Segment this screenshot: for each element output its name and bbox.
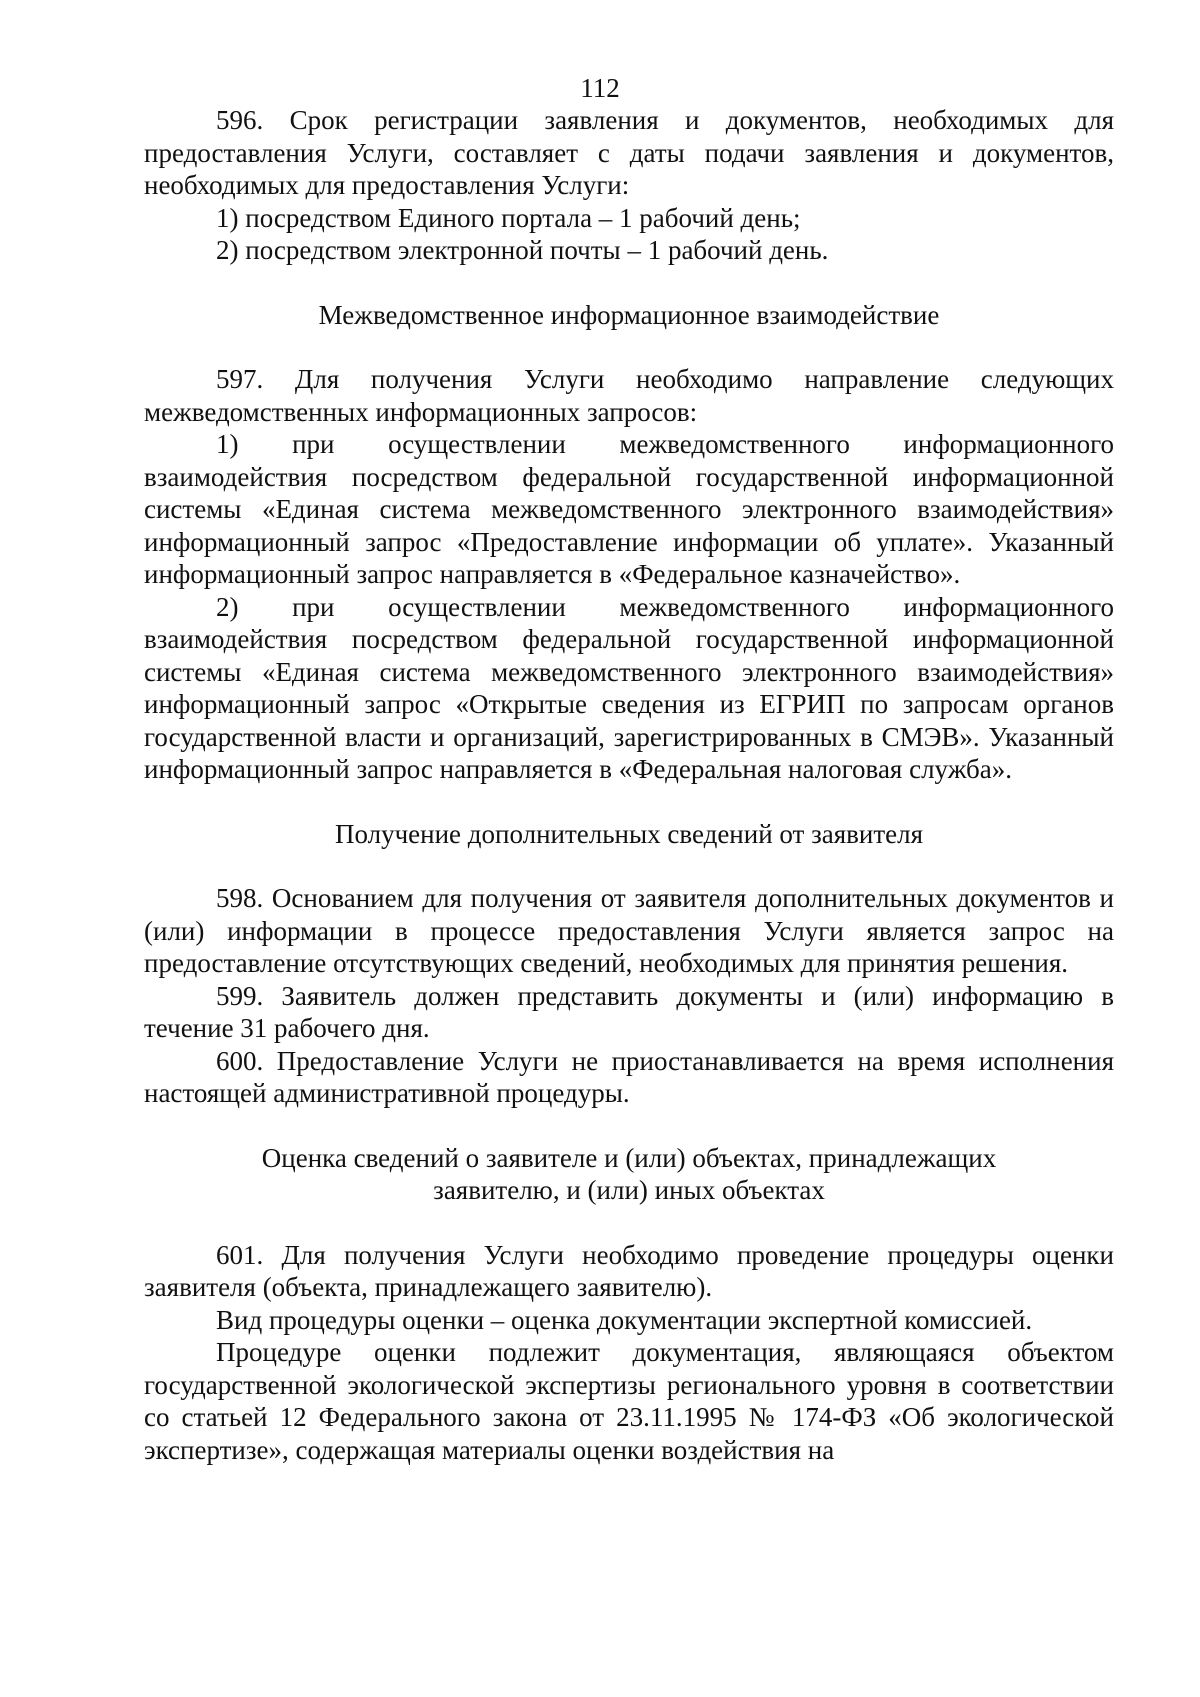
list-item: 1) посредством Единого портала – 1 рабочий день; [216, 202, 801, 233]
section-heading-line: Оценка сведений о заявителе и (или) объектах, принадлежащих [261, 1142, 997, 1173]
paragraph-600: 600. Предоставление Услуги не приостанавливается на время исполнения настоящей административной процедуры. [144, 1045, 1114, 1108]
paragraph-597: 597. Для получения Услуги необходимо направление следующих межведомственных информационных запросов: [144, 364, 1114, 427]
section-heading: Получение дополнительных сведений от заявителя [334, 818, 924, 849]
list-item: 1) при осуществлении межведомственного информационного взаимодействия посредством федеральной государственной информационной системы «Единая система межведомственного электронного взаимодействия» информационный запрос «Предоставление информации об уплате». Указанный информационный запрос направляется в «Федеральное казначейство». [144, 429, 1114, 589]
document-body [144, 104, 1114, 1466]
paragraph-598: 598. Основанием для получения от заявителя дополнительных документов и (или) информации в процессе предоставления Услуги является запрос на предоставление отсутствующих сведений, необходимых для принятия решения. [144, 883, 1114, 978]
list-item: 2) посредством электронной почты – 1 рабочий день. [216, 235, 829, 265]
paragraph-assessment-type: Вид процедуры оценки – оценка документации экспертной комиссией. [216, 1304, 1033, 1335]
page-number: 112 [580, 73, 620, 103]
section-heading-line: заявителю, и (или) иных объектах [433, 1175, 825, 1205]
paragraph-599: 599. Заявитель должен представить документы и (или) информацию в течение 31 рабочего дня. [144, 980, 1114, 1043]
paragraph-601: 601. Для получения Услуги необходимо проведение процедуры оценки заявителя (объекта, принадлежащего заявителю). [144, 1239, 1114, 1302]
section-heading: Межведомственное информационное взаимодействие [318, 299, 940, 330]
paragraph-596: 596. Срок регистрации заявления и документов, необходимых для предоставления Услуги, составляет с даты подачи заявления и документов, необходимых для предоставления Услуги: [144, 105, 1114, 200]
section-heading [144, 1142, 1114, 1207]
list-item: 2) при осуществлении межведомственного информационного взаимодействия посредством федеральной государственной информационной системы «Единая система межведомственного электронного взаимодействия» информационный запрос «Открытые сведения из ЕГРИП по запросам органов государственной власти и организаций, зарегистрированных в СМЭВ». Указанный информационный запрос направляется в «Федеральная налоговая служба». [144, 591, 1114, 784]
paragraph-assessment-subject: Процедуре оценки подлежит документация, являющаяся объектом государственной экологической экспертизы регионального уровня в соответствии со статьей 12 Федерального закона от 23.11.1995 № 174-ФЗ «Об экологической экспертизе», содержащая материалы оценки воздействия на [144, 1337, 1114, 1465]
